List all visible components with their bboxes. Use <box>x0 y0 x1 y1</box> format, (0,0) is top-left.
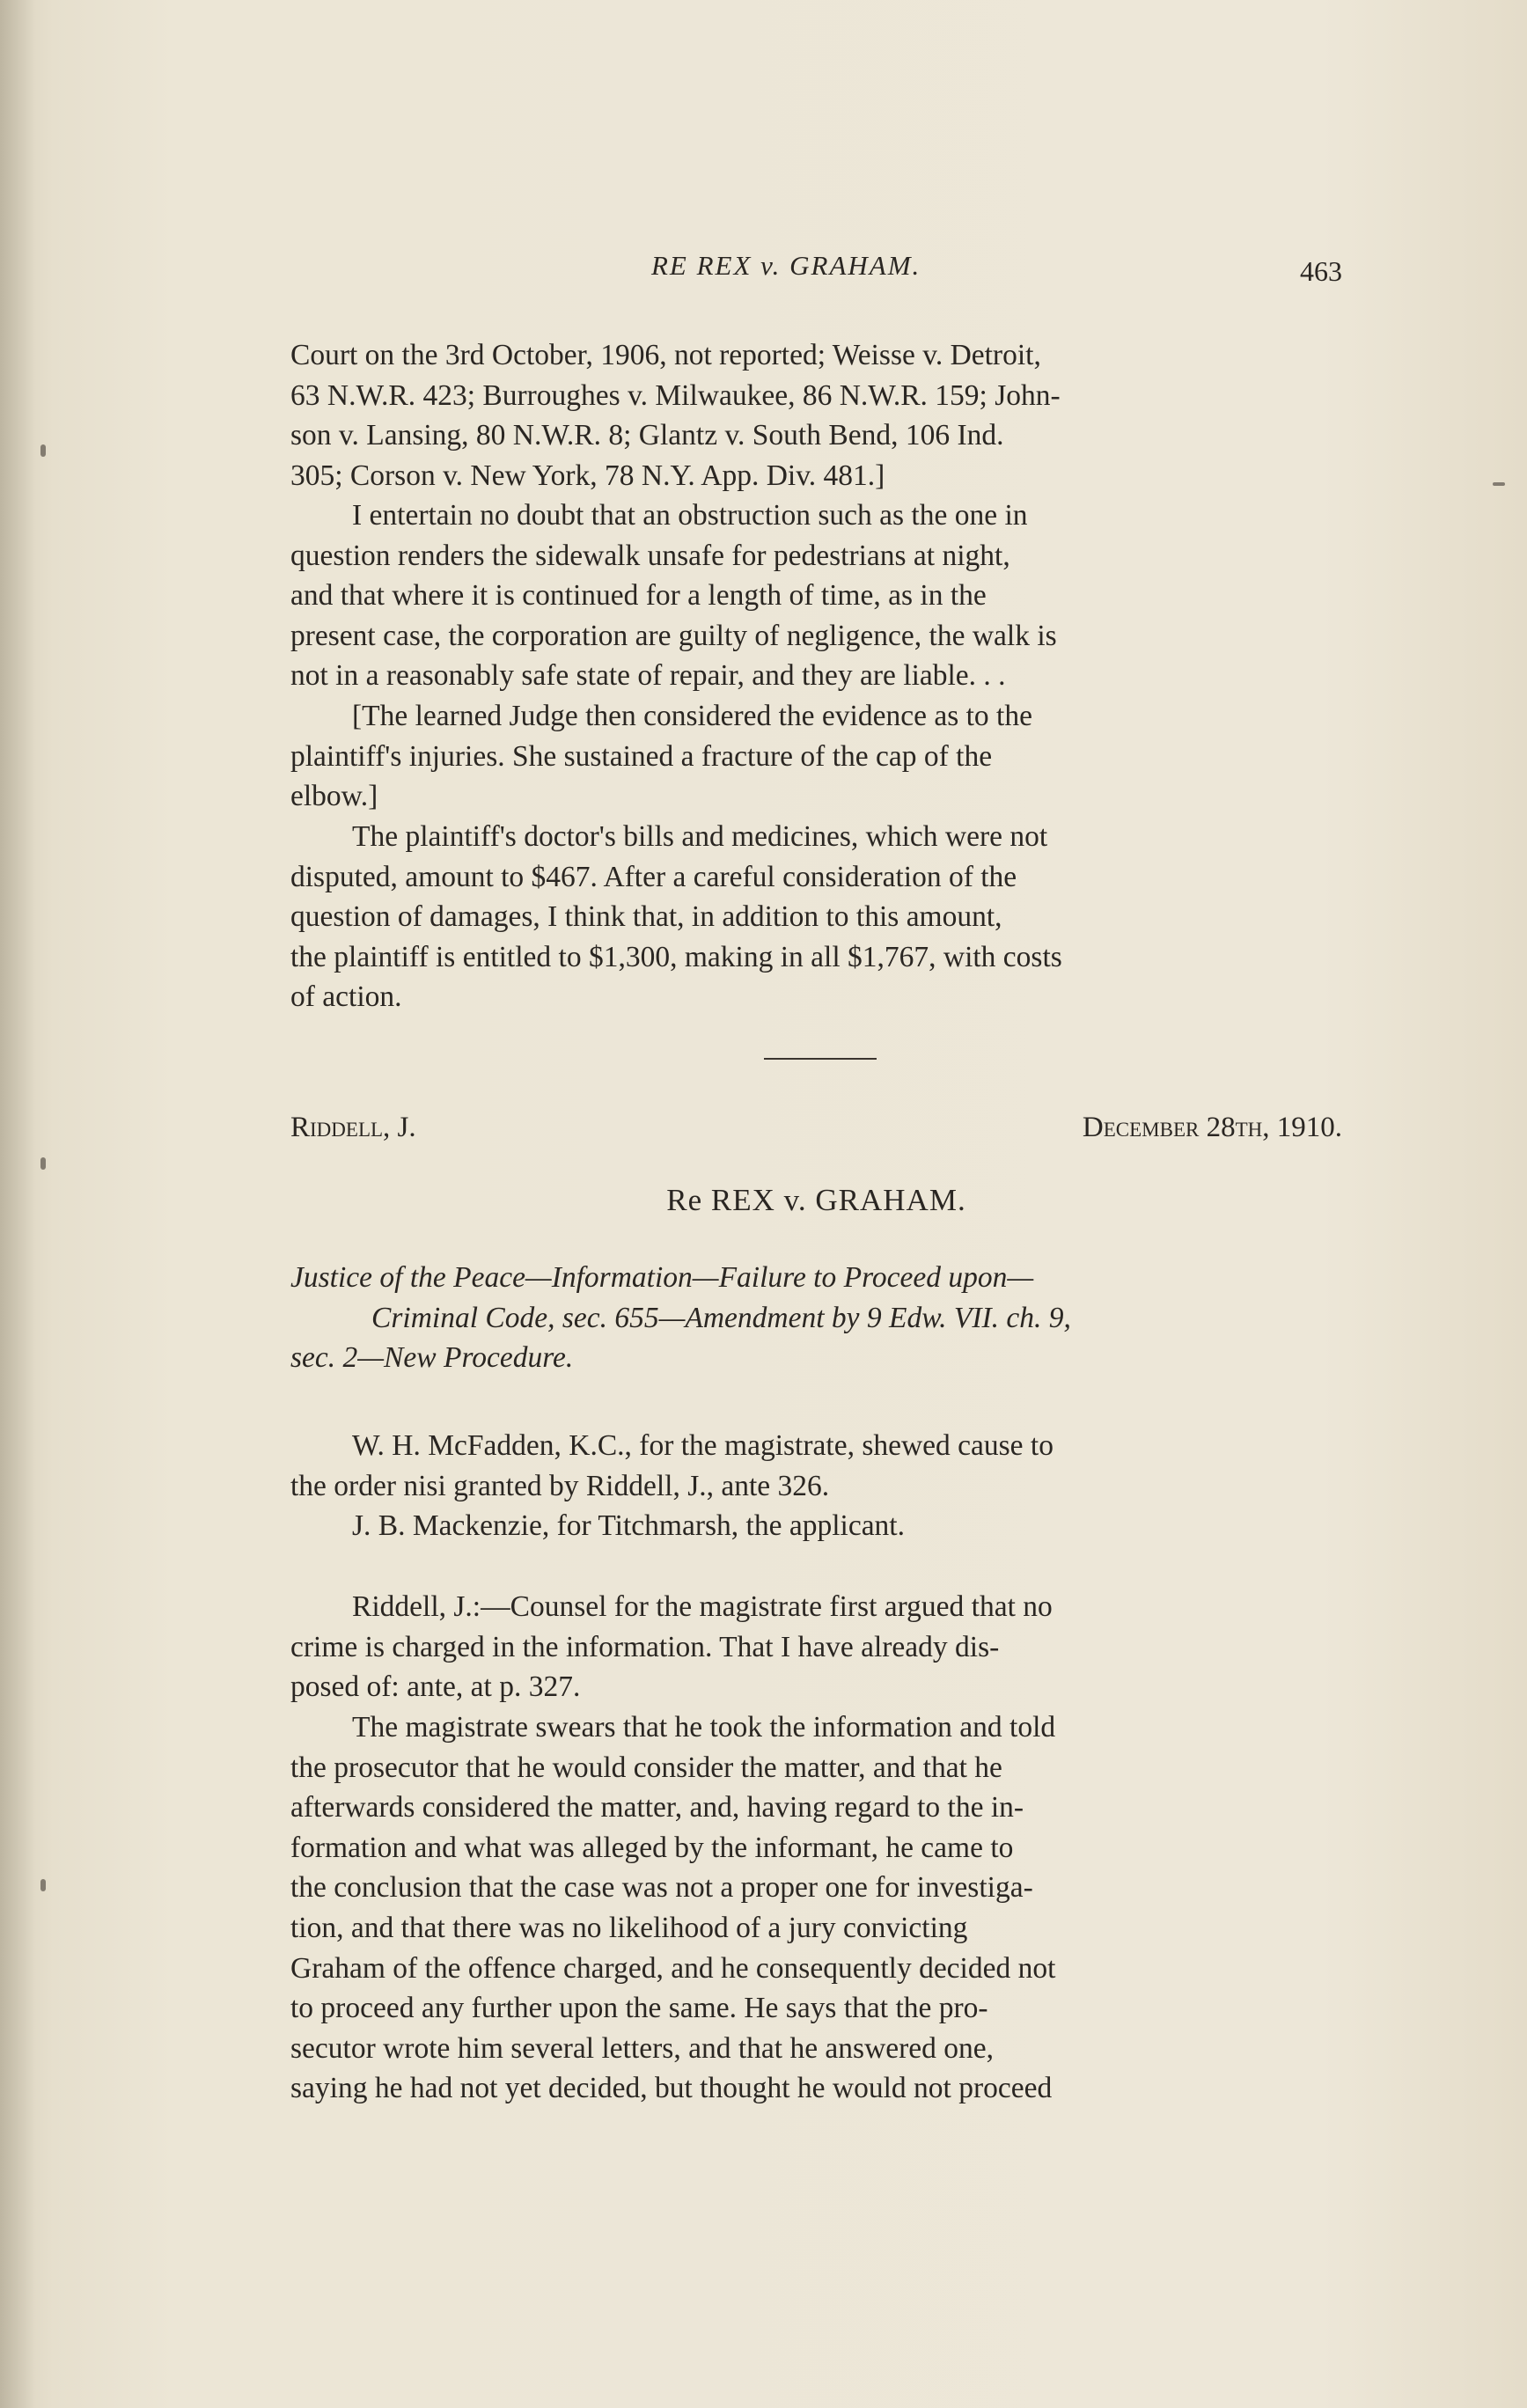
page-number: 463 <box>1300 255 1342 287</box>
headnote-line: sec. 2—New Procedure. <box>290 1341 574 1375</box>
text-line: present case, the corporation are guilty of negligence, the walk is <box>290 619 1057 652</box>
text-line: and that where it is continued for a length of time, as in the <box>290 579 987 613</box>
running-head: RE REX v. GRAHAM. <box>651 250 921 281</box>
judgment-opening <box>290 1587 1342 1707</box>
text-line: W. H. McFadden, K.C., for the magistrate, shewed cause to <box>352 1429 1053 1462</box>
spine-shadow <box>0 0 35 2408</box>
margin-mark <box>40 1879 46 1891</box>
margin-mark <box>1493 482 1505 486</box>
text-line: I entertain no doubt that an obstruction such as the one in <box>352 499 1028 532</box>
text-line: Graham of the offence charged, and he consequently decided not <box>290 1951 1056 1985</box>
text-line: secutor wrote him several letters, and that he answered one, <box>290 2031 995 2065</box>
headnote-line: Criminal Code, sec. 655—Amendment by 9 Edw. VII. ch. 9, <box>371 1301 1071 1334</box>
page-header <box>290 250 1342 303</box>
text-line: 305; Corson v. New York, 78 N.Y. App. Div. 481.] <box>290 459 885 492</box>
text-line: afterwards considered the matter, and, having regard to the in- <box>290 1791 1024 1824</box>
paragraph-damages <box>290 817 1342 1017</box>
text-line: the prosecutor that he would consider the matter, and that he <box>290 1751 1002 1784</box>
text-line: of action. <box>290 980 402 1014</box>
text-line: The magistrate swears that he took the information and told <box>352 1711 1056 1744</box>
text-line: posed of: ante, at p. 327. <box>290 1670 581 1704</box>
margin-mark <box>40 1157 46 1170</box>
text-line: the order nisi granted by Riddell, J., ante 326. <box>290 1469 830 1502</box>
text-line: elbow.] <box>290 780 378 813</box>
text-line: J. B. Mackenzie, for Titchmarsh, the applicant. <box>352 1509 905 1543</box>
section-divider <box>764 1058 877 1060</box>
judgment-body <box>290 1707 1342 2109</box>
paragraph-negligence <box>290 496 1342 696</box>
text-line: question of damages, I think that, in addition to this amount, <box>290 900 1002 934</box>
text-line: to proceed any further upon the same. He says that the pro- <box>290 1992 988 2025</box>
text-line: The plaintiff's doctor's bills and medicines, which were not <box>352 820 1048 853</box>
text-line: the plaintiff is entitled to $1,300, making in all $1,767, with costs <box>290 940 1062 973</box>
headnote <box>290 1258 1342 1378</box>
case-title: Re REX v. GRAHAM. <box>666 1183 966 1217</box>
text-line: plaintiff's injuries. She sustained a fracture of the cap of the <box>290 739 993 773</box>
counsel-paragraph <box>290 1426 1342 1546</box>
text-line: Court on the 3rd October, 1906, not reported; Weisse v. Detroit, <box>290 339 1041 371</box>
text-line: tion, and that there was no likelihood of a jury convicting <box>290 1911 968 1944</box>
headnote-line: Justice of the Peace—Information—Failure to Proceed upon— <box>290 1261 1034 1294</box>
text-line: [The learned Judge then considered the evidence as to the <box>352 700 1032 732</box>
text-line: the conclusion that the case was not a proper one for investiga- <box>290 1871 1033 1905</box>
judge-name: Riddell, J. <box>290 1112 416 1143</box>
decision-date: December 28th, 1910. <box>1082 1112 1342 1143</box>
paragraph-injuries <box>290 696 1342 817</box>
text-line: crime is charged in the information. That I have already dis- <box>290 1630 1000 1663</box>
text-line: not in a reasonably safe state of repair, and they are liable. . . <box>290 659 1006 693</box>
text-line: formation and what was alleged by the informant, he came to <box>290 1831 1014 1864</box>
margin-mark <box>40 444 46 457</box>
text-line: disputed, amount to $467. After a careful consideration of the <box>290 860 1017 893</box>
text-line: saying he had not yet decided, but thought he would not proceed <box>290 2072 1053 2105</box>
judge-date-line <box>290 1112 1342 1152</box>
text-line: question renders the sidewalk unsafe for pedestrians at night, <box>290 539 1010 572</box>
text-line: Riddell, J.:—Counsel for the magistrate first argued that no <box>352 1590 1053 1623</box>
text-line: son v. Lansing, 80 N.W.R. 8; Glantz v. South Bend, 106 Ind. <box>290 419 1004 452</box>
text-line: 63 N.W.R. 423; Burroughes v. Milwaukee, 86 N.W.R. 159; John- <box>290 378 1061 412</box>
citation-continuation <box>290 335 1342 496</box>
